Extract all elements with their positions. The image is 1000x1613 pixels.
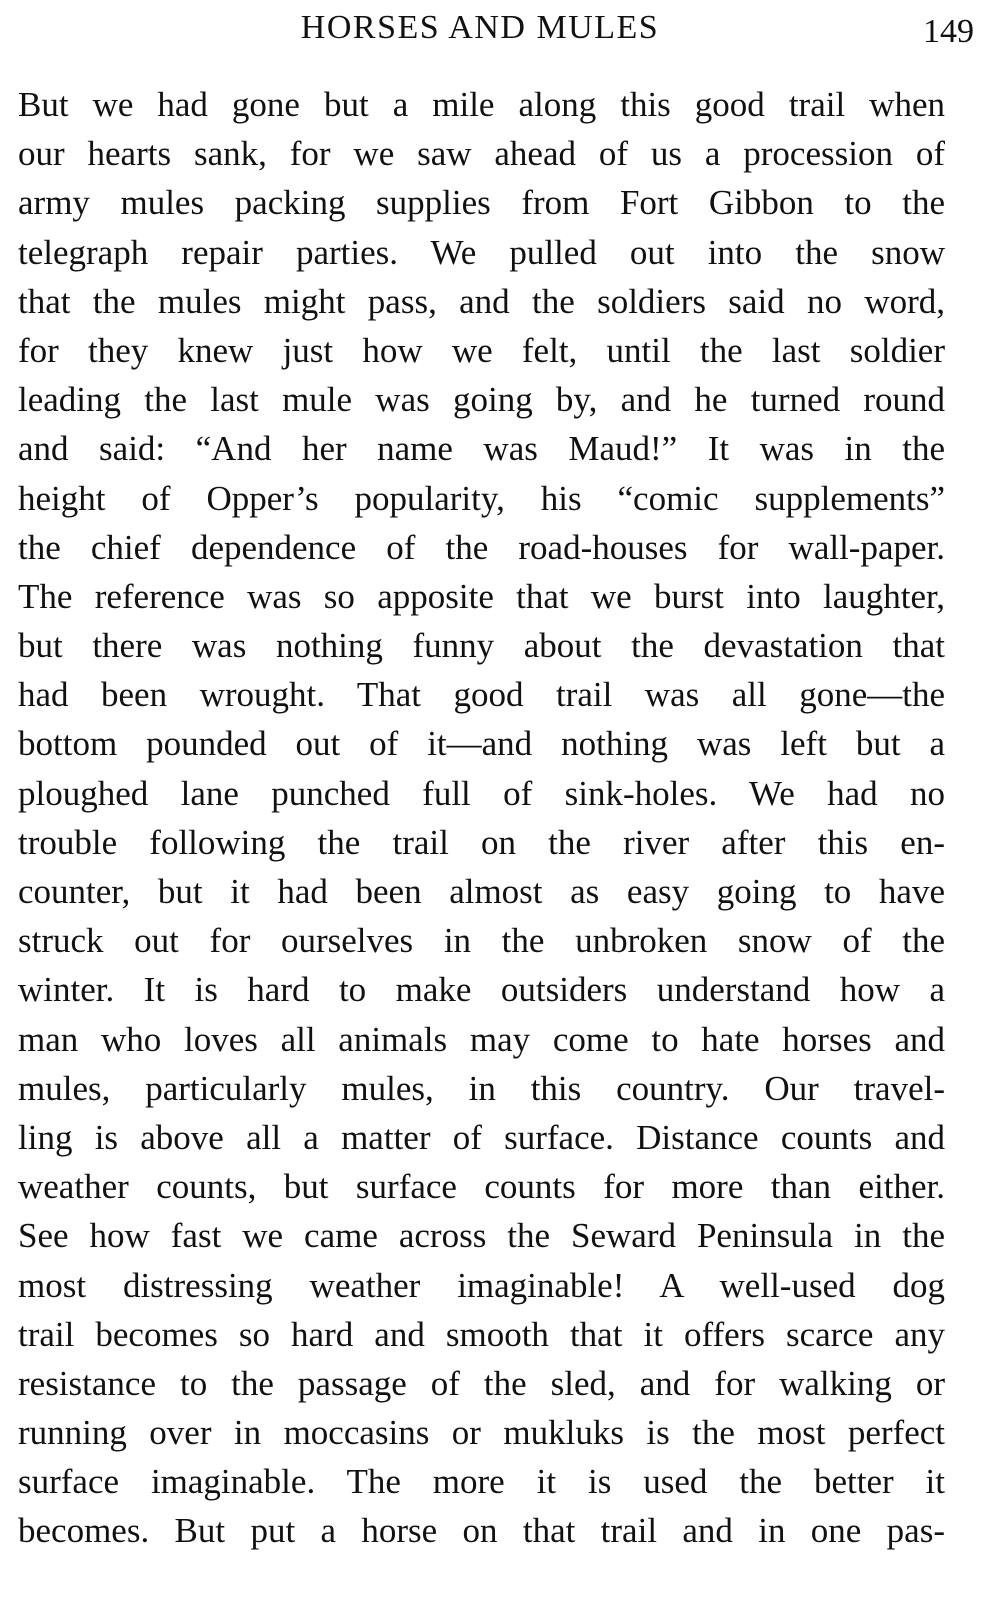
text-line: becomes. But put a horse on that trail and in one pas- [18,1511,945,1551]
text-line: mules, particularly mules, in this country. Our travel- [18,1068,945,1108]
text-line: ploughed lane punched full of sink-holes. We had no [18,773,945,813]
text-line: See how fast we came across the Seward Peninsula in the [18,1216,945,1256]
text-line: most distressing weather imaginable! A well-used dog [18,1265,945,1305]
text-line: trouble following the trail on the river after this en- [18,822,945,862]
text-line: man who loves all animals may come to hate horses and [18,1019,945,1059]
text-line: but there was nothing funny about the devastation that [18,626,945,666]
page-number: 149 [923,13,974,50]
text-line: had been wrought. That good trail was all gone—the [18,675,945,715]
text-line: But we had gone but a mile along this good trail when [18,85,945,124]
text-line: our hearts sank, for we saw ahead of us a procession of [18,134,945,174]
text-line: bottom pounded out of it—and nothing was left but a [18,724,945,764]
text-line: running over in moccasins or mukluks is the most perfect [18,1413,945,1453]
body-text [18,80,945,1556]
text-line: for they knew just how we felt, until the last soldier [18,330,945,370]
text-line: and said: “And her name was Maud!” It was in the [18,429,945,469]
running-head [0,6,1000,50]
running-title: HORSES AND MULES [300,9,660,46]
text-line: weather counts, but surface counts for more than either. [18,1167,945,1207]
text-line: struck out for ourselves in the unbroken snow of the [18,921,945,961]
text-line: leading the last mule was going by, and he turned round [18,380,945,420]
text-line: ling is above all a matter of surface. Distance counts and [18,1117,945,1157]
text-line: that the mules might pass, and the soldiers said no word, [18,281,945,321]
text-line: the chief dependence of the road-houses for wall-paper. [18,527,945,567]
text-line: The reference was so apposite that we burst into laughter, [18,576,945,616]
text-line: resistance to the passage of the sled, and for walking or [18,1363,945,1403]
text-line: winter. It is hard to make outsiders understand how a [18,970,945,1010]
text-line: height of Opper’s popularity, his “comic supplements” [18,478,945,518]
text-line: counter, but it had been almost as easy going to have [18,872,945,911]
text-line: army mules packing supplies from Fort Gibbon to the [18,183,945,223]
text-line: trail becomes so hard and smooth that it offers scarce any [18,1314,945,1354]
text-line: surface imaginable. The more it is used the better it [18,1462,945,1502]
text-line: telegraph repair parties. We pulled out into the snow [18,232,945,272]
